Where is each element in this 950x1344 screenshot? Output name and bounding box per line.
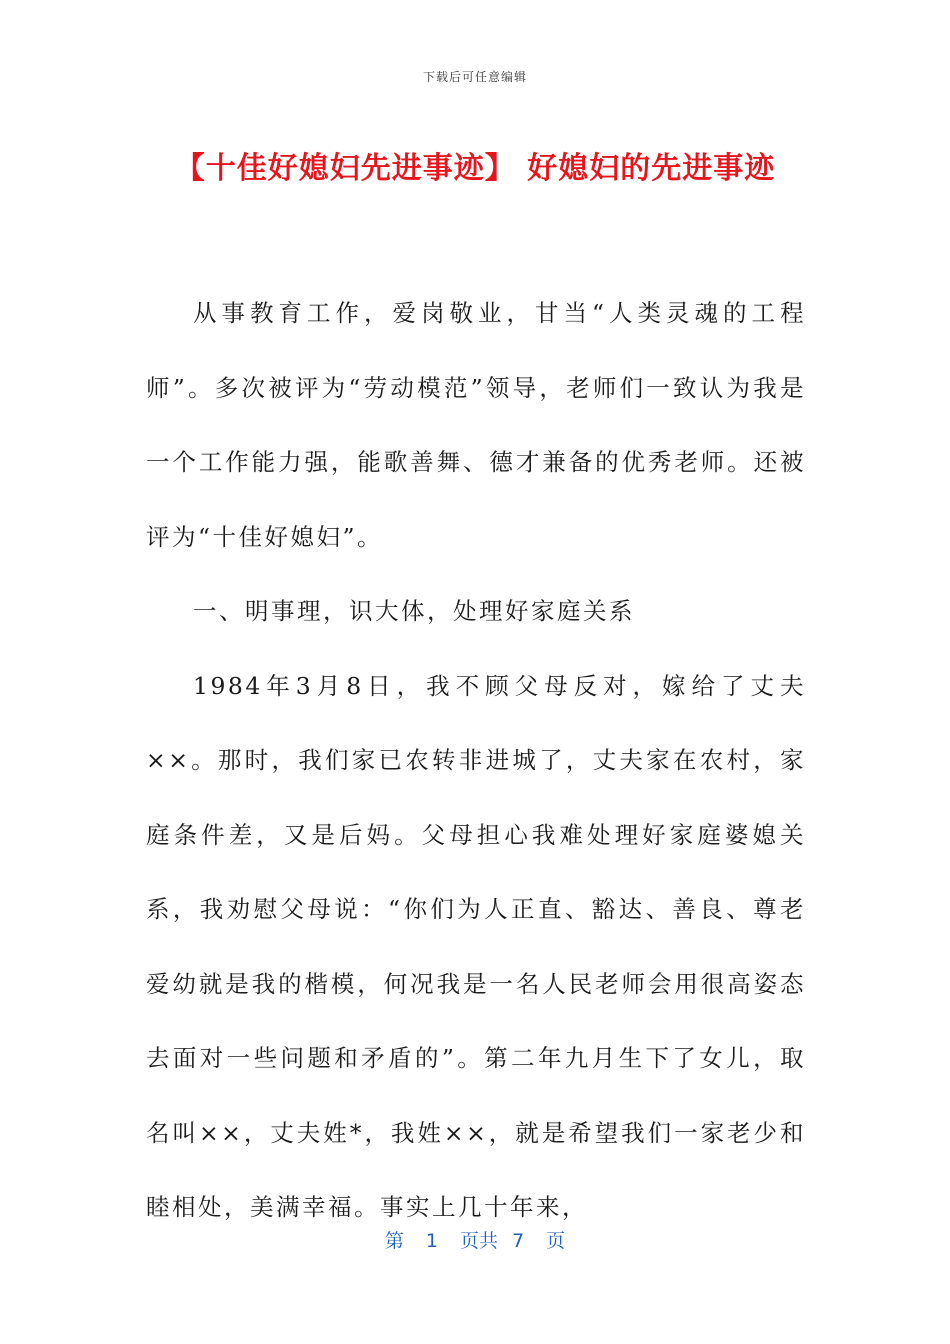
footer-page-suffix: 页 xyxy=(546,1230,566,1252)
footer-current-page: 1 xyxy=(425,1230,438,1252)
body-paragraph: 一、明事理，识大体，处理好家庭关系 xyxy=(193,597,635,625)
body-paragraph: 从事教育工作，爱岗敬业，甘当“人类灵魂的工程师”。多次被评为“劳动模范”领导，老师们一致认为我是一个工作能力强，能歌善舞、德才兼备的优秀老师。还被评为“十佳好媳妇”。 xyxy=(146,299,806,551)
body-paragraph: 1984年3月8日，我不顾父母反对，嫁给了丈夫××。那时，我们家已农转非进城了，丈夫家在农村，家庭条件差，又是后妈。父母担心我难处理好家庭婆媳关系，我劝慰父母说：“你们为人正直、豁达、善良、尊老爱幼就是我的楷模，何况我是一名人民老师会用很高姿态去面对一些问题和矛盾的”。第二年九月生下了女儿，取名叫××，丈夫姓*，我姓××，就是希望我们一家老少和睦相处，美满幸福。事实上几十年来， xyxy=(146,671,806,1221)
document-title: 【十佳好媳妇先进事迹】 好媳妇的先进事迹 xyxy=(174,151,776,186)
footer-total-pages: 7 xyxy=(512,1230,525,1252)
footer-page-middle: 页共 xyxy=(459,1230,498,1252)
page-footer xyxy=(0,1226,950,1253)
footer-page-prefix: 第 xyxy=(384,1230,404,1252)
document-body xyxy=(146,276,806,1245)
page-header: 下载后可任意编辑 xyxy=(422,70,527,84)
